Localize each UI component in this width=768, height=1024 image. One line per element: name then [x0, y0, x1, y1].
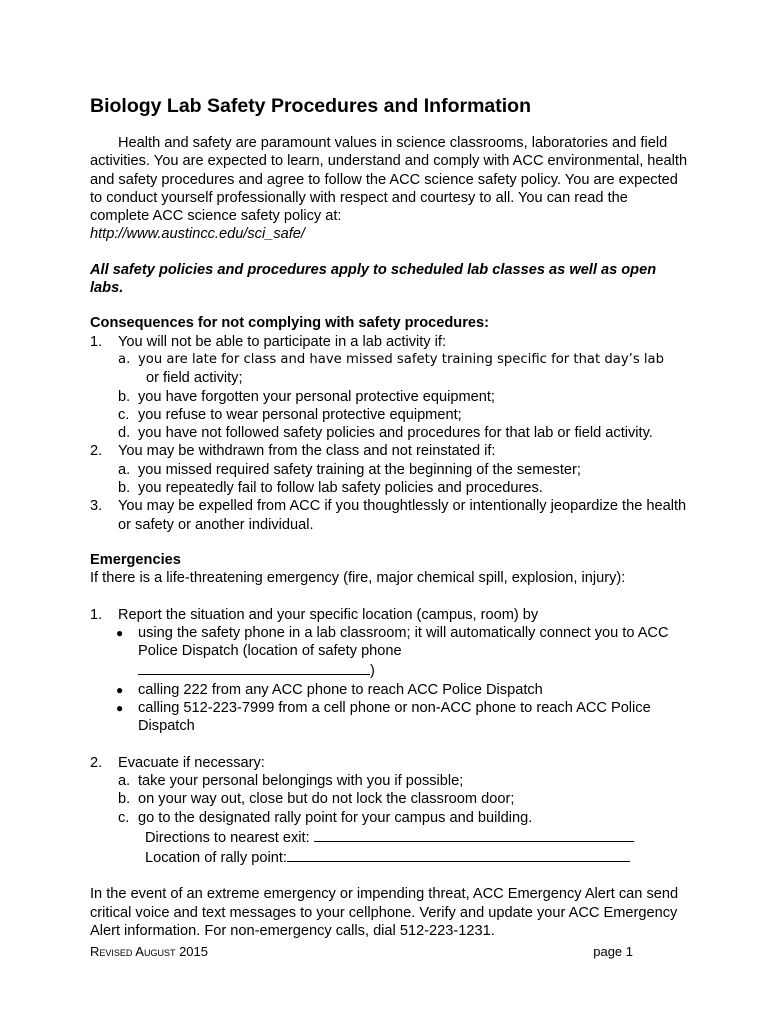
- list-item: a. take your personal belongings with you if possible;: [118, 772, 464, 789]
- revision-date: Revised August 2015: [90, 944, 208, 959]
- emergencies-heading: Emergencies: [90, 551, 181, 568]
- intro-paragraph: Health and safety are paramount values in science classrooms, laboratories and field activities. You are expected to learn, understand and comply with ACC environmental, health and safety procedures and agree to follow the ACC science safety policy. You are expected to conduct yourself professionally with respect and courtesy to all. You can read the complete ACC science safety policy at:: [90, 135, 688, 225]
- policy-url[interactable]: http://www.austincc.edu/sci_safe/: [90, 226, 305, 243]
- document-page: [90, 94, 690, 940]
- page-title: Biology Lab Safety Procedures and Information: [90, 95, 531, 117]
- rally-point-field: Location of rally point:: [90, 847, 690, 867]
- consequences-heading: Consequences for not complying with safety procedures:: [90, 315, 489, 332]
- evacuate-list: [90, 754, 690, 827]
- list-item: 2. You may be withdrawn from the class and not reinstated if:: [90, 443, 496, 460]
- list-item-continuation: or field activity;: [146, 370, 243, 387]
- emergencies-intro: If there is a life-threatening emergency (fire, major chemical spill, explosion, injury):: [90, 570, 626, 587]
- rally-point-blank[interactable]: [287, 847, 630, 862]
- list-item: ● using the safety phone in a lab classroom; it will automatically connect you to ACC Police Dispatch (location of safety phone ): [116, 624, 669, 680]
- report-bullets: [90, 624, 690, 736]
- spacer: [90, 736, 690, 754]
- bullet-icon: ●: [116, 625, 124, 640]
- report-list: [90, 606, 690, 624]
- list-item: d. you have not followed safety policies and procedures for that lab or field activity.: [118, 425, 653, 442]
- list-item: b. on your way out, close but do not lock the classroom door;: [118, 791, 515, 808]
- list-item: c. you refuse to wear personal protective equipment;: [118, 406, 462, 423]
- notice-text: All safety policies and procedures apply to scheduled lab classes as well as open labs.: [90, 261, 657, 297]
- safety-phone-location-blank[interactable]: [138, 660, 370, 675]
- list-item: b. you repeatedly fail to follow lab safety policies and procedures.: [118, 480, 543, 497]
- consequences-list: [90, 333, 690, 534]
- list-item: 2. Evacuate if necessary:: [90, 754, 265, 771]
- nearest-exit-blank[interactable]: [314, 827, 634, 842]
- list-item: ● calling 222 from any ACC phone to reach ACC Police Dispatch: [116, 681, 543, 698]
- list-item: 3. You may be expelled from ACC if you thoughtlessly or intentionally jeopardize the health or safety or another individual.: [90, 498, 687, 533]
- list-item: a. you are late for class and have missed safety training specific for that day’s lab: [118, 351, 664, 367]
- bullet-icon: ●: [116, 701, 124, 716]
- list-item: 1. You will not be able to participate in a lab activity if:: [90, 333, 447, 350]
- list-item: c. go to the designated rally point for your campus and building.: [118, 809, 533, 826]
- spacer: [90, 588, 690, 606]
- nearest-exit-field: Directions to nearest exit:: [90, 827, 690, 847]
- emergency-alert-paragraph: In the event of an extreme emergency or impending threat, ACC Emergency Alert can send critical voice and text messages to your cellphone. Verify and update your ACC Emergency Alert information. For non-emergency calls, dial 512-223-1231.: [90, 886, 679, 939]
- list-item: 1. Report the situation and your specific location (campus, room) by: [90, 606, 539, 623]
- page-number: page 1: [593, 944, 633, 959]
- spacer: [90, 867, 690, 885]
- bullet-icon: ●: [116, 682, 124, 697]
- list-item: ● calling 512-223-7999 from a cell phone or non-ACC phone to reach ACC Police Dispatch: [116, 700, 651, 735]
- list-item: b. you have forgotten your personal protective equipment;: [118, 388, 495, 405]
- list-item: a. you missed required safety training at the beginning of the semester;: [118, 461, 581, 478]
